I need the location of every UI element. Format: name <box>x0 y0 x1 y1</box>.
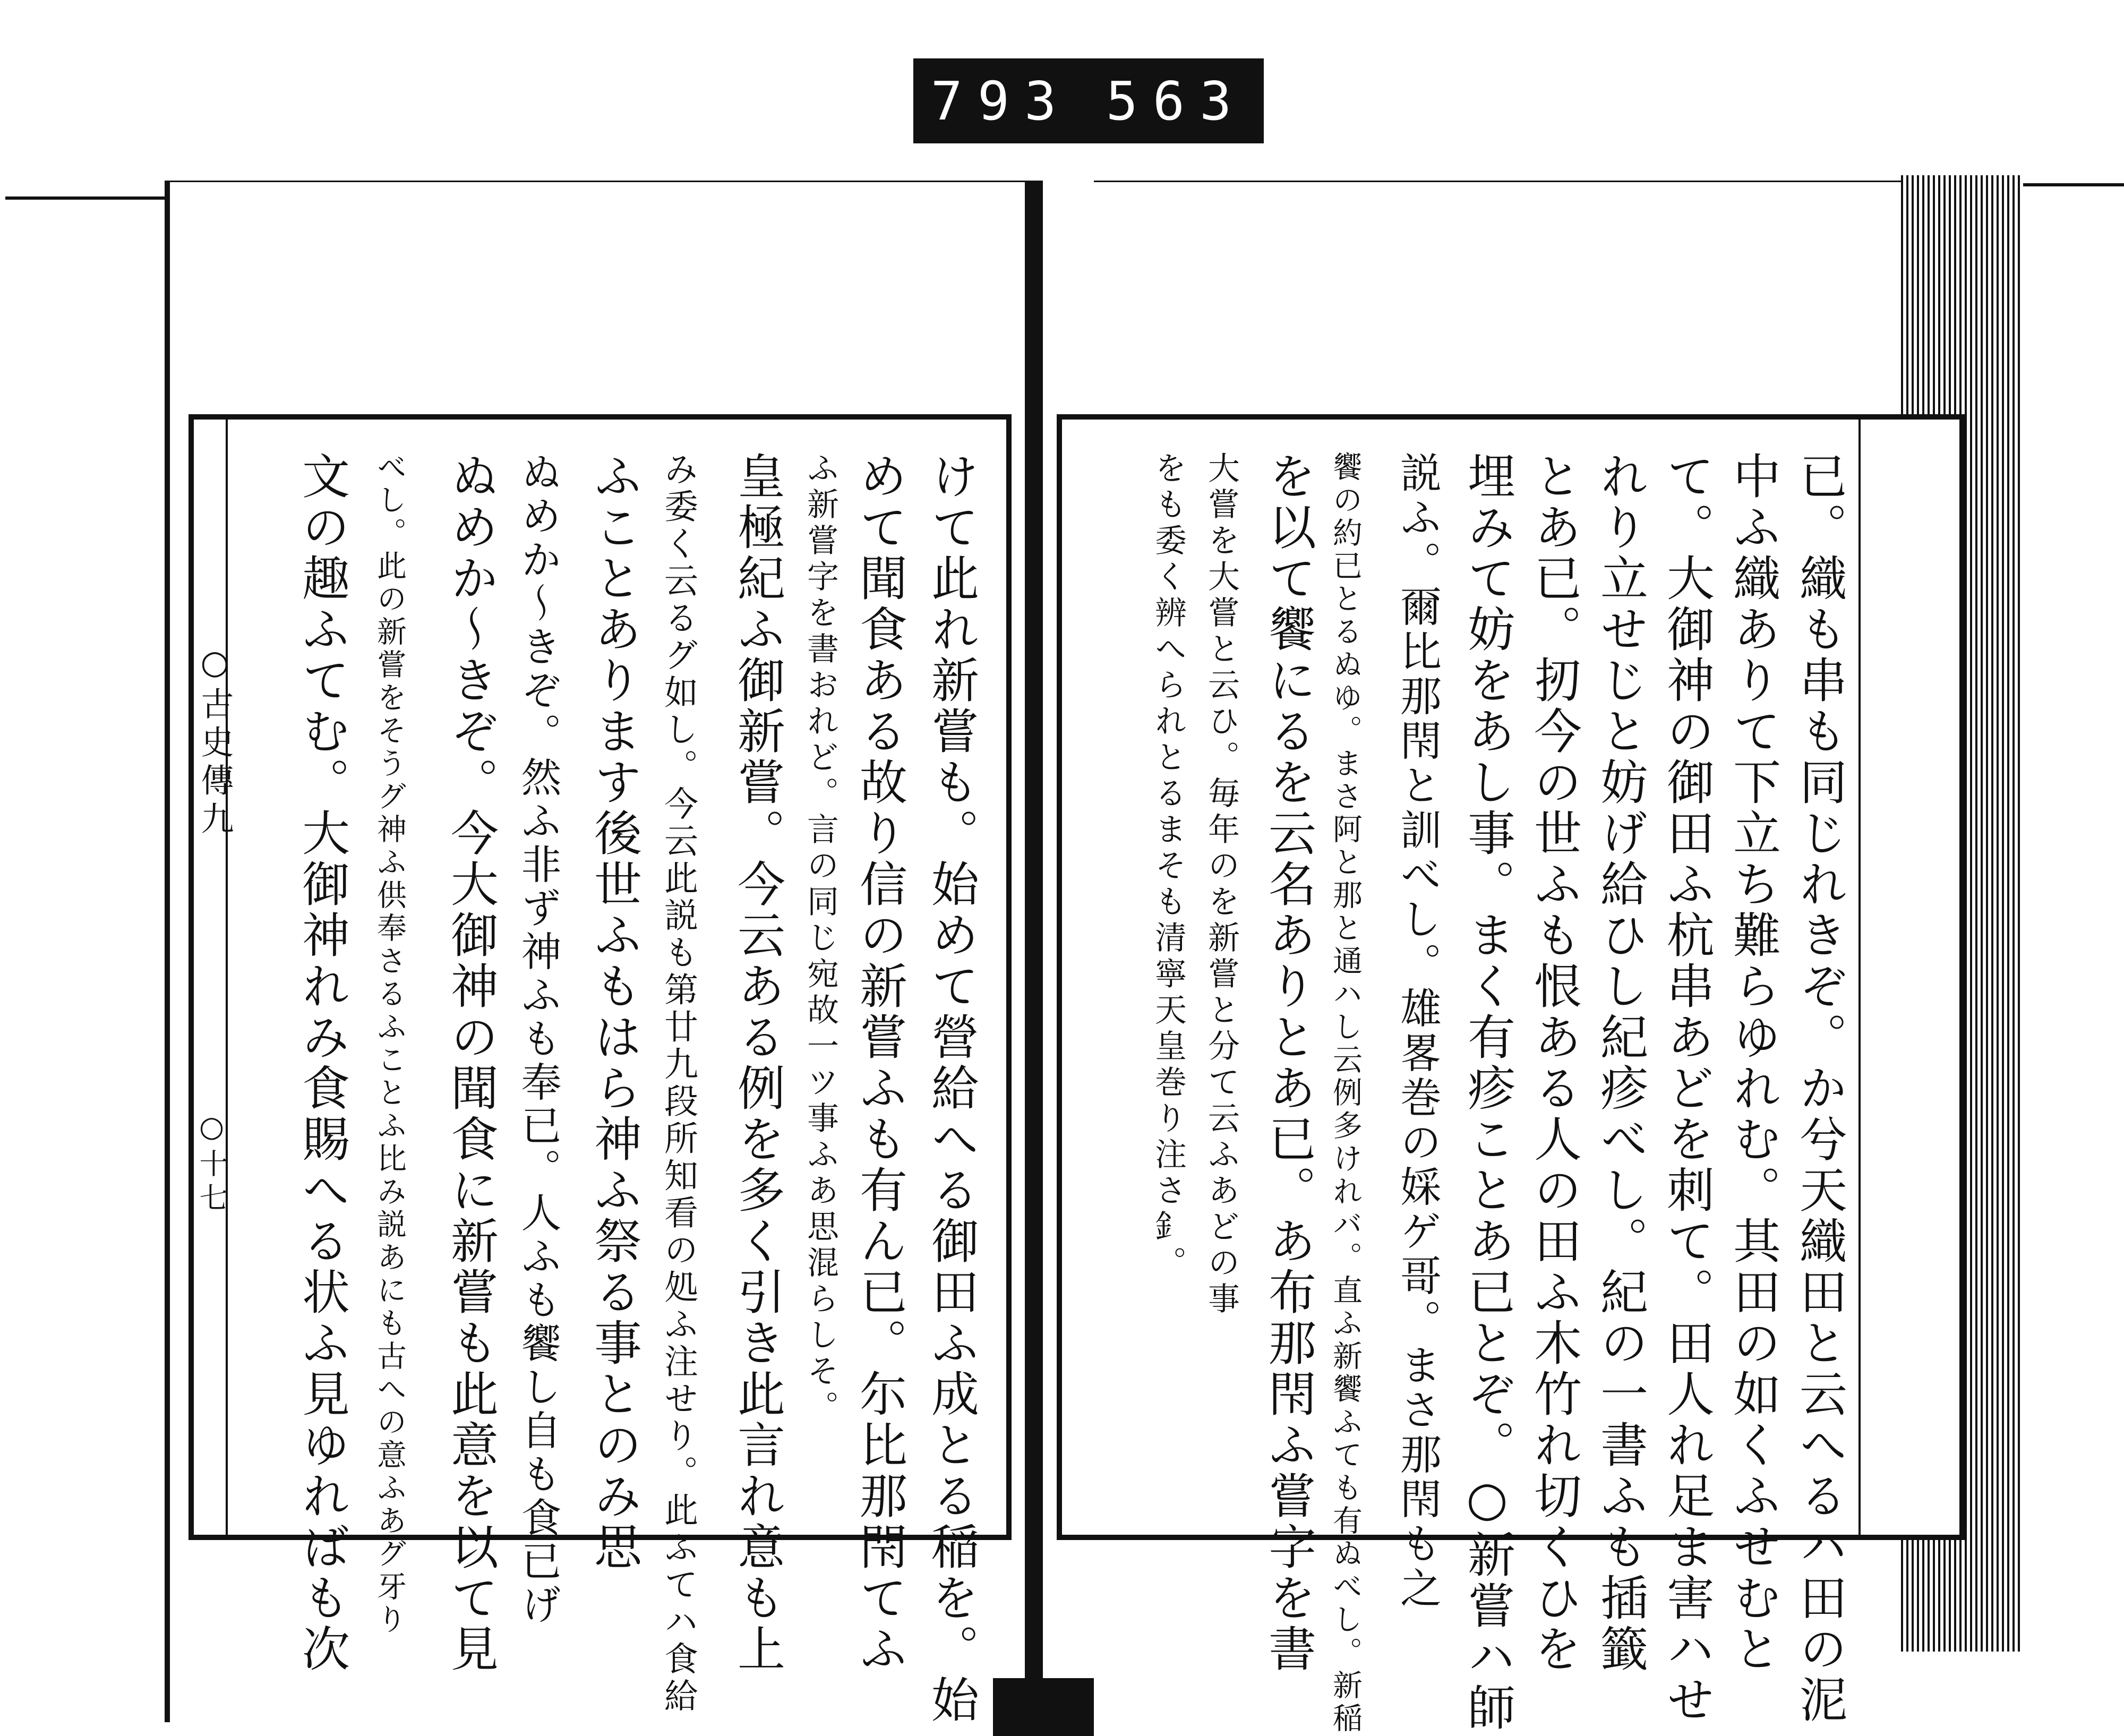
reel-number-left: 793 <box>930 70 1072 132</box>
annotation-column: 大嘗を大嘗と云ひ。毎年のを新嘗と分て云ふあどの事 <box>1203 451 1240 1318</box>
text-column: 埋みて妨をあし事。まく有疹ことあ已とぞ。○新嘗ハ師 <box>1459 451 1515 1734</box>
text-column: 文の趣ふてむ。大御神れみ食賜へる状ふ見ゆればも次 <box>294 451 349 1675</box>
text-column: 説ふ。爾比那閇と訓べし。雄畧巻の婇ゲ哥。まさ那閇も之 <box>1393 451 1441 1611</box>
annotation-column: をも委く辨へられとるまそも清寧天皇巻り注さ釒。 <box>1150 451 1187 1282</box>
text-column: ぬめか〜きぞ。今大御神の聞食に新嘗も此意を以て見 <box>442 451 498 1675</box>
text-column: て。大御神の御田ふ杭串あどを刺て。田人れ足ま害ハせ <box>1658 451 1714 1726</box>
text-column: れり立せじと妨げ給ひし紀疹べし。紀の一書ふも插籤 <box>1592 451 1648 1675</box>
text-column: めて聞食ある故り信の新嘗ふも有ん已。尓比那閇てふ <box>851 451 907 1675</box>
book-gutter <box>1025 181 1043 1715</box>
text-column: べし。此の新嘗をそうグ神ふ供奉さるふことふ比み説あにも古への意ふあグ牙り <box>372 451 407 1637</box>
text-column: とあ已。扨今の世ふも恨ある人の田ふ木竹れ切くひを <box>1526 451 1581 1675</box>
text-column: 已。織も串も同じれきぞ。か兮天織田と云へるハ田の泥 <box>1791 451 1847 1726</box>
running-title: ○古史傳九 <box>195 643 234 840</box>
text-column: ぬめか〜きぞ。然ふ非ず神ふも奉已。人ふも饗し自も食已げ <box>515 451 562 1627</box>
left-text-frame <box>189 414 1012 1726</box>
text-column: 皇極紀ふ御新嘗。今云ある例を多く引き此言れ意も上 <box>729 451 785 1675</box>
right-frame-inner-rule <box>1858 420 1861 1535</box>
right-text-frame <box>1057 414 1965 1735</box>
book-gutter-foot <box>993 1678 1094 1736</box>
reel-number-right: 563 <box>1106 70 1247 132</box>
text-column: けて此れ新嘗も。始めて營給へる御田ふ成とる稲を。始 <box>923 451 979 1726</box>
left-frame-inner-rule <box>226 420 228 1535</box>
page-number: ○十七 <box>195 1110 228 1217</box>
scan-rule-left <box>5 196 181 200</box>
text-column: 饗の約已とるぬゆ。まさ阿と那と通ハし云例多けれバ。直ふ新饗ふても有ぬべし。新稲 <box>1328 451 1363 1735</box>
text-column: ふことあります後世ふもはら神ふ祭る事とのみ思 <box>586 451 641 1573</box>
film-frame-label <box>913 58 1264 143</box>
text-column: み委く云るグ如し。今云此説も第廿九段所知看の処ふ注せり。此ふてハ食給 <box>658 451 698 1715</box>
text-column: を以て饗にるを云名ありとあ已。あ布那閇ふ嘗字を書 <box>1260 451 1316 1675</box>
annotation-column: ふ新嘗字を書おれど。言の同じ宛故一ツ事ふあ思混らしそ。 <box>802 451 839 1426</box>
scan-rule-right <box>2007 183 2124 186</box>
text-column: 中ふ織ありて下立ち難らゆれむ。其田の如くふせむと <box>1725 451 1780 1675</box>
